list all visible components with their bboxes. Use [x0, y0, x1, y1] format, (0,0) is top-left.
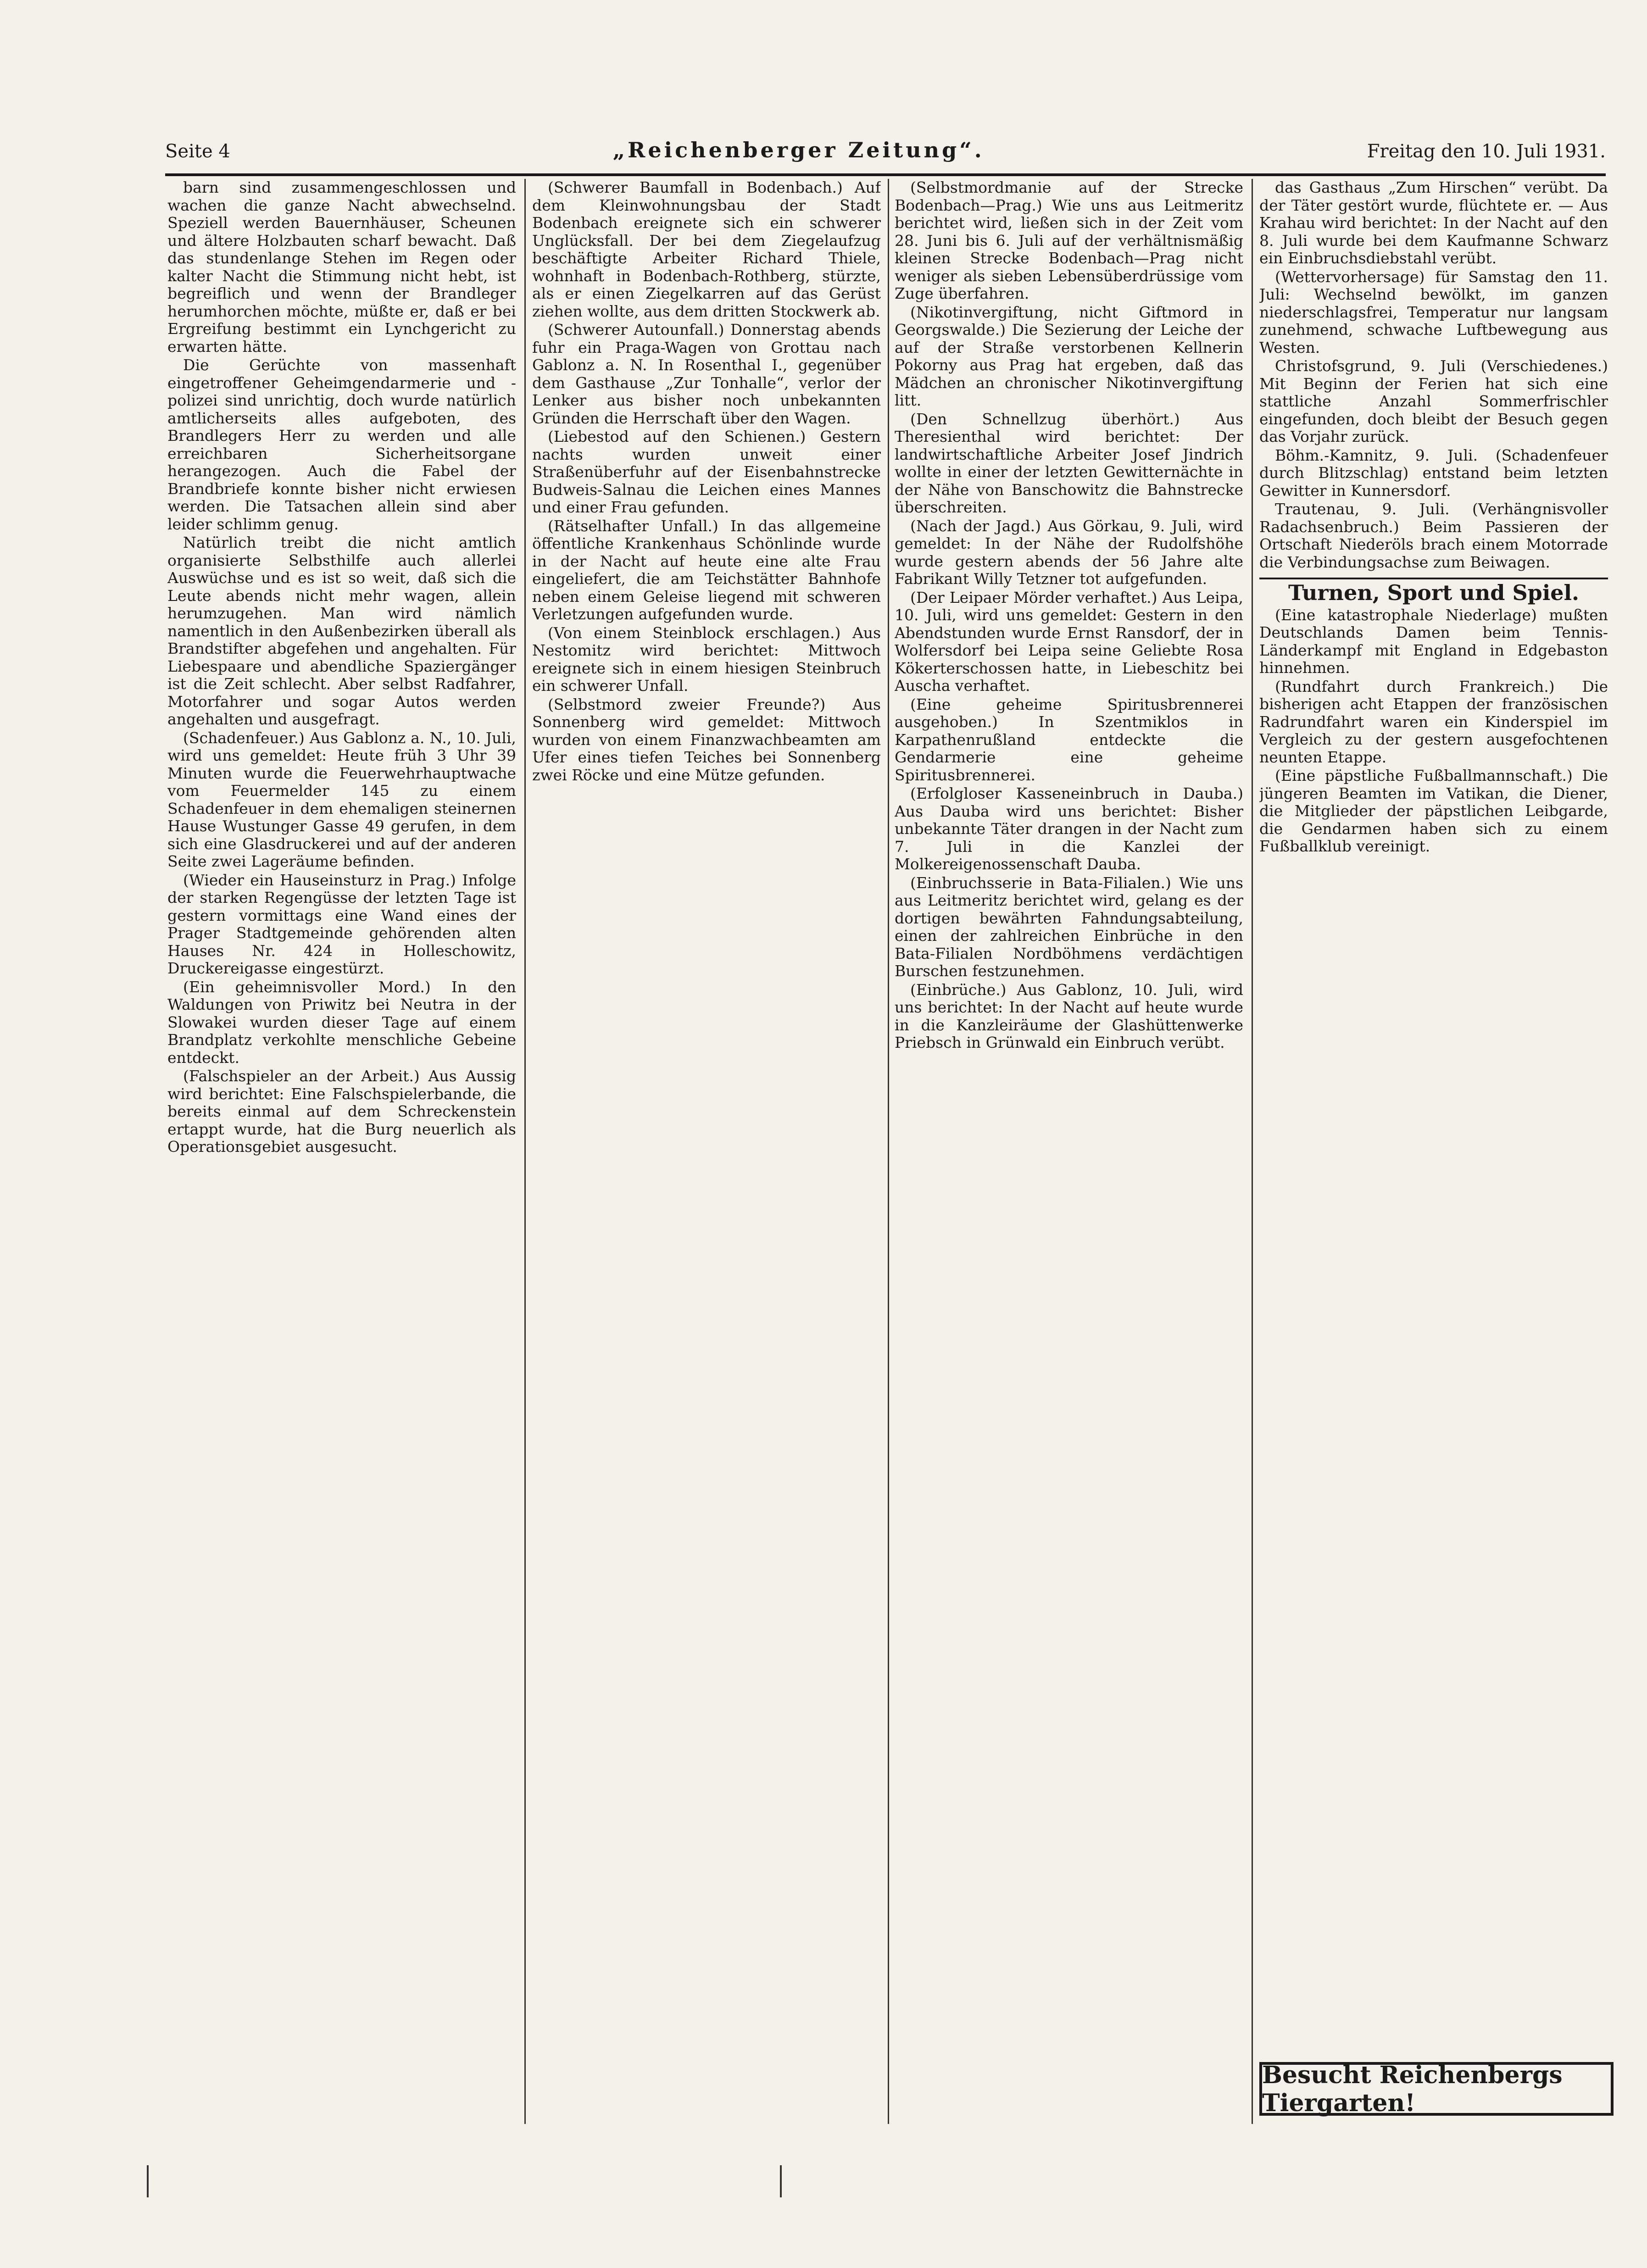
header-rule: [165, 173, 1606, 176]
sport-paragraph: (Rundfahrt durch Frankreich.) Die bisherigen acht Etappen der französischen Radrundfahrt waren ein Kinderspiel im Vergleich zu der gestern ausgefochtenen neunten Etappe.: [1259, 677, 1608, 766]
advertisement-text: Besucht Reichenbergs Tiergarten!: [1262, 2061, 1563, 2117]
article-paragraph: (Liebestod auf den Schienen.) Gestern nachts wurden unweit einer Straßenüberfuhr auf der Eisenbahnstrecke Budweis-Salnau die Leichen eines Mannes und einer Frau gefunden.: [532, 428, 881, 516]
article-paragraph: barn sind zusammengeschlossen und wachen die ganze Nacht abwechselnd. Speziell werden Bauernhäuser, Scheunen und ältere Holzbauten scharf bewacht. Daß das stundenlange Stehen im Regen oder kalter Nacht die Stimmung nicht hebt, ist begreiflich und wenn der Brandleger herumhorchen möchte, müßte er, daß er bei Ergreifung bestimmt ein Lynchgericht zu erwarten hätte.: [167, 179, 516, 356]
article-paragraph: (Schadenfeuer.) Aus Gablonz a. N., 10. Juli, wird uns gemeldet: Heute früh 3 Uhr 39 Minuten wurde die Feuerwehrhauptwache vom Feuermelder 145 zu einem Schadenfeuer in dem ehemaligen steinernen Hause Wustunger Gasse 49 gerufen, in dem sich eine Glasdruckerei und auf der anderen Seite zwei Lageräume befinden.: [167, 728, 516, 870]
sport-paragraph: (Eine katastrophale Niederlage) mußten Deutschlands Damen beim Tennis-Länderkampf mit England in Edgebaston hinnehmen.: [1259, 606, 1608, 677]
article-paragraph: (Ein geheimnisvoller Mord.) In den Waldungen von Priwitz bei Neutra in der Slowakei wurden dieser Tage auf einem Brandplatz verkohlte menschliche Gebeine entdeckt.: [167, 978, 516, 1067]
issue-date: Freitag den 10. Juli 1931.: [1367, 141, 1606, 162]
column-2: [532, 179, 881, 2106]
article-paragraph: (Selbstmordmanie auf der Strecke Bodenbach—Prag.) Wie uns aus Leitmeritz berichtet wird, ließen sich in der Zeit vom 28. Juni bis 6. Juli auf der verhältnismäßig kleinen Strecke Bodenbach—Prag nicht weniger als sieben Lebensüberdrüssige vom Zuge überfahren.: [895, 179, 1243, 302]
article-paragraph: (Von einem Steinblock erschlagen.) Aus Nestomitz wird berichtet: Mittwoch ereignete sich in einem hiesigen Steinbruch ein schwerer Unfall.: [532, 623, 881, 695]
article-paragraph: (Nikotinvergiftung, nicht Giftmord in Georgswalde.) Die Sezierung der Leiche der auf der Straße verstorbenen Kellnerin Pokorny aus Prag hat ergeben, daß das Mädchen an chronischer Nikotinvergiftung litt.: [895, 303, 1243, 409]
article-paragraph: Natürlich treibt die nicht amtlich organisierte Selbsthilfe auch allerlei Auswüchse und es ist so weit, daß sich die Leute abends nicht mehr wagen, allein herumzugehen. Man wird nämlich namentlich in den Außenbezirken überall als Brandstifter abgefehen und angehalten. Für Liebespaare und abendliche Spaziergänger ist die Zeit schlecht. Aber selbst Radfahrer, Motorfahrer und sogar Autos werden angehalten und ausgefragt.: [167, 534, 516, 728]
column-divider: [1252, 179, 1253, 2124]
article-paragraph: (Schwerer Baumfall in Bodenbach.) Auf dem Kleinwohnungsbau der Stadt Bodenbach ereignete sich ein schwerer Unglücksfall. Der bei dem Ziegelaufzug beschäftigte Arbeiter Richard Thiele, wohnhaft in Bodenbach-Rothberg, stürzte, als er einen Ziegelkarren auf das Gerüst ziehen wollte, aus dem dritten Stockwerk ab.: [532, 179, 881, 320]
article-paragraph: (Rätselhafter Unfall.) In das allgemeine öffentliche Krankenhaus Schönlinde wurde in der Nacht auf heute eine alte Frau eingeliefert, die am Teichstätter Bahnhofe neben einem Geleise liegend mit schweren Verletzungen aufgefunden wurde.: [532, 517, 881, 623]
article-paragraph: (Wettervorhersage) für Samstag den 11. Juli: Wechselnd bewölkt, im ganzen niederschlagsfrei, Temperatur nur langsam zunehmend, schwache Luftbewegung aus Westen.: [1259, 267, 1608, 356]
scan-mark: [780, 2165, 782, 2197]
article-paragraph: das Gasthaus „Zum Hirschen“ verübt. Da der Täter gestört wurde, flüchtete er. — Aus Krahau wird berichtet: In der Nacht auf den 8. Juli wurde bei dem Kaufmanne Schwarz ein Einbruchsdiebstahl verübt.: [1259, 179, 1608, 267]
article-paragraph: (Selbstmord zweier Freunde?) Aus Sonnenberg wird gemeldet: Mittwoch wurden von einem Finanzwachbeamten am Ufer eines tiefen Teiches bei Sonnenberg zwei Röcke und eine Mütze gefunden.: [532, 695, 881, 784]
column-3: [895, 179, 1243, 2106]
article-paragraph: (Nach der Jagd.) Aus Görkau, 9. Juli, wird gemeldet: In der Nähe der Rudolfshöhe wurde gestern abends der 56 Jahre alte Fabrikant Willy Tetzner tot aufgefunden.: [895, 517, 1243, 588]
article-paragraph: (Den Schnellzug überhört.) Aus Theresienthal wird berichtet: Der landwirtschaftliche Arbeiter Josef Jindrich wollte in einer der letzten Gewitternächte in der Nähe von Banschowitz die Bahnstrecke überschreiten.: [895, 410, 1243, 516]
sport-paragraph: (Eine päpstliche Fußballmannschaft.) Die jüngeren Beamten im Vatikan, die Diener, die Mitglieder der päpstlichen Leibgarde, die Gendarmen haben sich zu einem Fußballklub vereinigt.: [1259, 767, 1608, 855]
article-paragraph: (Schwerer Autounfall.) Donnerstag abends fuhr ein Praga-Wagen von Grottau nach Gablonz a. N. In Rosenthal I., gegenüber dem Gasthause „Zur Tonhalle“, verlor der Lenker aus bisher noch unbekannten Gründen die Herrschaft über den Wagen.: [532, 321, 881, 427]
article-paragraph: Trautenau, 9. Juli. (Verhängnisvoller Radachsenbruch.) Beim Passieren der Ortschaft Niederöls brach einem Motorrade die Verbindungsachse zum Beiwagen.: [1259, 500, 1608, 571]
page-header: [165, 138, 1606, 170]
column-4: [1259, 179, 1608, 2106]
scan-mark: [147, 2165, 149, 2197]
article-paragraph: (Wieder ein Hauseinsturz in Prag.) Infolge der starken Regengüsse der letzten Tage ist gestern vormittags eine Wand eines der Prager Stadtgemeinde gehörenden alten Hauses Nr. 424 in Holleschowitz, Druckereigasse eingestürzt.: [167, 871, 516, 977]
article-paragraph: (Eine geheime Spiritusbrennerei ausgehoben.) In Szentmiklos in Karpathenrußland entdeckte die Gendarmerie eine geheime Spiritusbrennerei.: [895, 695, 1243, 784]
article-paragraph: Christofsgrund, 9. Juli (Verschiedenes.) Mit Beginn der Ferien hat sich eine stattliche Anzahl Sommerfrischler eingefunden, doch bleibt der Besuch gegen das Vorjahr zurück.: [1259, 357, 1608, 445]
article-paragraph: Böhm.-Kamnitz, 9. Juli. (Schadenfeuer durch Blitzschlag) entstand beim letzten Gewitter in Kunnersdorf.: [1259, 446, 1608, 500]
article-paragraph: (Einbrüche.) Aus Gablonz, 10. Juli, wird uns berichtet: In der Nacht auf heute wurde in die Kanzleiräume der Glashüttenwerke Priebsch in Grünwald ein Einbruch verübt.: [895, 980, 1243, 1051]
article-paragraph: (Erfolgloser Kasseneinbruch in Dauba.) Aus Dauba wird uns berichtet: Bisher unbekannte Täter drangen in der Nacht zum 7. Juli in die Kanzlei der Molkereigenossenschaft Dauba.: [895, 784, 1243, 873]
article-paragraph: Die Gerüchte von massenhaft eingetroffener Geheimgendarmerie und -polizei sind unrichtig, doch wurde natürlich amtlicherseits alles aufgeboten, des Brandlegers Herr zu werden und alle erreichbaren Sicherheitsorgane herangezogen. Auch die Fabel der Brandbriefe konnte bisher nicht erwiesen werden. Die Tatsachen allein sind aber leider schlimm genug.: [167, 356, 516, 533]
article-paragraph: (Einbruchsserie in Bata-Filialen.) Wie uns aus Leitmeritz berichtet wird, gelang es der dortigen bewährten Fahndungsabteilung, einen der zahlreichen Einbrüche in den Bata-Filialen Nordböhmens verdächtigen Burschen festzunehmen.: [895, 873, 1243, 980]
column-divider: [524, 179, 526, 2124]
page-number: Seite 4: [165, 141, 230, 162]
article-paragraph: (Falschspieler an der Arbeit.) Aus Aussig wird berichtet: Eine Falschspielerbande, die bereits einmal auf dem Schreckenstein ertappt wurde, hat die Burg neuerlich als Operationsgebiet ausgesucht.: [167, 1067, 516, 1156]
tiergarten-advertisement: [1259, 2062, 1614, 2116]
column-1: [167, 179, 516, 2106]
article-paragraph: (Der Leipaer Mörder verhaftet.) Aus Leipa, 10. Juli, wird uns gemeldet: Gestern in den Abendstunden wurde Ernst Ransdorf, der in Wolfersdorf bei Leipa seine Geliebte Rosa Kökerterschossen hatte, in Liebeschitz bei Auscha verhaftet.: [895, 588, 1243, 695]
column-divider: [888, 179, 889, 2124]
sport-section-heading: Turnen, Sport und Spiel.: [1259, 578, 1608, 602]
newspaper-title: „Reichenberger Zeitung“.: [612, 138, 985, 162]
